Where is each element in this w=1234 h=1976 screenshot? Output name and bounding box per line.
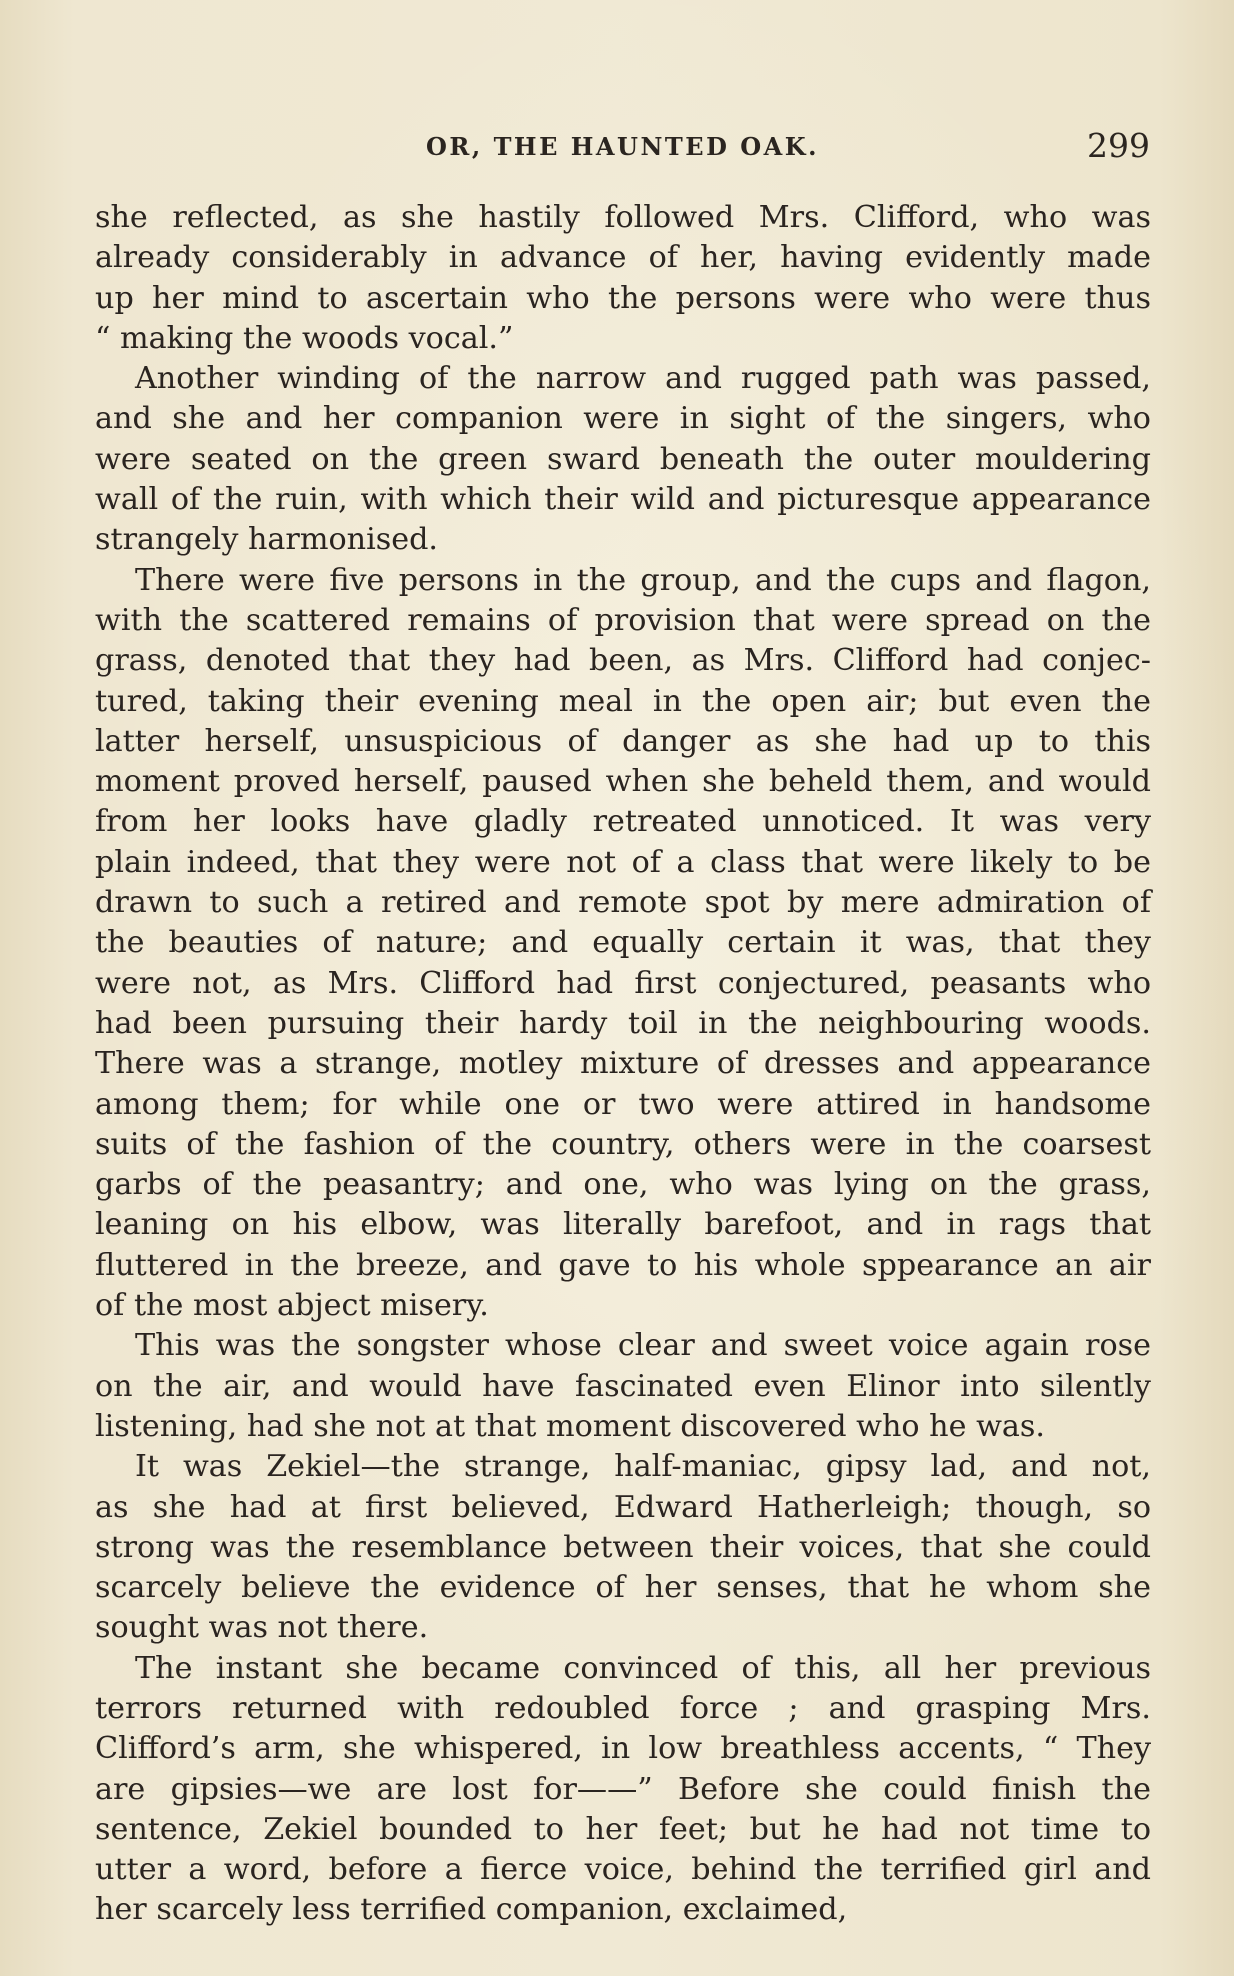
- text-line: latter herself, unsuspicious of danger as she had up to this: [95, 723, 1151, 759]
- body-text: [95, 198, 1151, 1931]
- text-line: moment proved herself, paused when she beheld them, and would: [95, 764, 1151, 800]
- text-line: wall of the ruin, with which their wild and picturesque appearance: [95, 482, 1151, 518]
- text-line: among them; for while one or two were attired in handsome: [95, 1086, 1151, 1122]
- text-line: with the scattered remains of provision that were spread on the: [95, 602, 1151, 638]
- text-line: tured, taking their evening meal in the open air; but even the: [95, 683, 1151, 719]
- text-line: had been pursuing their hardy toil in the neighbouring woods.: [95, 1005, 1151, 1041]
- text-line: up her mind to ascertain who the persons were who were thus: [95, 280, 1151, 316]
- text-line: of the most abject misery.: [95, 1288, 489, 1324]
- text-line: Another winding of the narrow and rugged path was passed,: [135, 361, 1151, 397]
- text-line: were not, as Mrs. Clifford had first conjectured, peasants who: [95, 965, 1151, 1001]
- text-line: It was Zekiel—the strange, half-maniac, gipsy lad, and not,: [135, 1449, 1151, 1485]
- text-line: on the air, and would have fascinated even Elinor into silently: [95, 1368, 1151, 1404]
- text-line: plain indeed, that they were not of a class that were likely to be: [95, 844, 1151, 880]
- paragraph: [95, 561, 1151, 1327]
- text-line: sought was not there.: [95, 1610, 429, 1646]
- running-head: [95, 128, 1150, 168]
- text-line: garbs of the peasantry; and one, who was lying on the grass,: [95, 1167, 1151, 1203]
- text-line: The instant she became convinced of this, all her previous: [135, 1650, 1151, 1686]
- paragraph: [95, 1649, 1151, 1931]
- paragraph: [95, 1447, 1151, 1648]
- text-line: as she had at first believed, Edward Hatherleigh; though, so: [95, 1489, 1151, 1525]
- paragraph: [95, 359, 1151, 560]
- text-line: drawn to such a retired and remote spot by mere admiration of: [95, 885, 1151, 921]
- paragraph: [95, 198, 1151, 359]
- text-line: strangely harmonised.: [95, 522, 439, 558]
- text-line: she reflected, as she hastily followed Mrs. Clifford, who was: [95, 200, 1151, 235]
- text-line: fluttered in the breeze, and gave to his whole sppearance an air: [95, 1247, 1151, 1283]
- text-line: Clifford’s arm, she whispered, in low breathless accents, “ They: [95, 1731, 1151, 1767]
- text-line: strong was the resemblance between their voices, that she could: [95, 1529, 1151, 1565]
- text-line: were seated on the green sward beneath the outer mouldering: [95, 441, 1151, 477]
- text-line: terrors returned with redoubled force ; and grasping Mrs.: [95, 1690, 1151, 1726]
- page-number: 299: [1087, 126, 1150, 165]
- text-line: There was a strange, motley mixture of dresses and appearance: [95, 1046, 1151, 1082]
- text-line: her scarcely less terrified companion, exclaimed,: [95, 1892, 848, 1928]
- text-line: utter a word, before a fierce voice, behind the terrified girl and: [95, 1852, 1151, 1888]
- text-line: This was the songster whose clear and sweet voice again rose: [135, 1328, 1151, 1364]
- text-line: sentence, Zekiel bounded to her feet; but he had not time to: [95, 1811, 1151, 1847]
- text-line: grass, denoted that they had been, as Mrs. Clifford had conjec-: [95, 643, 1151, 679]
- paragraph: [95, 1326, 1151, 1447]
- text-line: listening, had she not at that moment discovered who he was.: [95, 1408, 1045, 1444]
- running-title: OR, THE HAUNTED OAK.: [426, 132, 819, 161]
- text-line: There were five persons in the group, and the cups and flagon,: [135, 562, 1151, 598]
- text-line: and she and her companion were in sight of the singers, who: [95, 401, 1151, 437]
- text-line: suits of the fashion of the country, others were in the coarsest: [95, 1126, 1151, 1162]
- text-line: leaning on his elbow, was literally barefoot, and in rags that: [95, 1207, 1151, 1243]
- text-line: already considerably in advance of her, having evidently made: [95, 240, 1151, 276]
- text-line: from her looks have gladly retreated unnoticed. It was very: [95, 804, 1151, 840]
- text-line: the beauties of nature; and equally certain it was, that they: [95, 925, 1151, 961]
- text-line: are gipsies—we are lost for——” Before she could finish the: [95, 1771, 1151, 1807]
- text-line: scarcely believe the evidence of her senses, that he whom she: [95, 1570, 1151, 1606]
- text-line: “ making the woods vocal.”: [95, 320, 514, 356]
